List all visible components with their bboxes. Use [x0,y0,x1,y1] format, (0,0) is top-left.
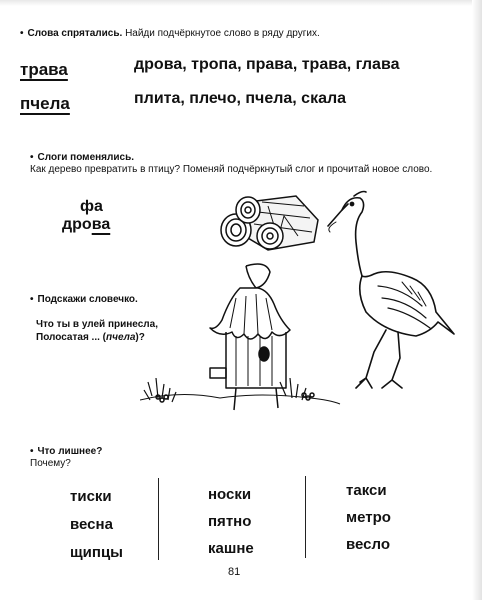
task1-word-2: пчела [20,94,70,113]
task1-heading [20,28,320,39]
task1-list-1: дрова, тропа, права, трава, глава [134,56,400,73]
logs-icon [218,192,326,254]
task4-heading [30,446,102,457]
word-col1-1: тиски [70,488,112,505]
task1-instruction: Найди подчёркнутое слово в ряду других. [125,28,320,39]
task3-title: Подскажи словечко. [37,294,138,305]
column-divider-2 [305,476,306,558]
word-col2-2: пятно [208,513,252,530]
column-divider-1 [158,478,159,560]
task1-list-2: плита, плечо, пчела, скала [134,90,347,107]
scan-edge-top [0,0,482,6]
task1-title: Слова спрятались. [27,28,123,39]
word-col2-1: носки [208,486,252,503]
task4-question: Почему? [30,458,71,469]
task3-heading [30,294,138,305]
task2-instruction: Как дерево превратить в птицу? Поменяй подчёркнутый слог и прочитай новое слово. [30,164,433,175]
word-prefix: дро [62,216,92,233]
task1-word-1: трава [20,60,68,79]
word-col1-2: весна [70,516,113,533]
task2-heading [30,152,134,163]
bullet: • [20,28,24,39]
word-col3-2: метро [346,509,391,526]
bullet: • [30,294,34,305]
task4-title: Что лишнее? [37,446,103,457]
scan-edge-right [472,0,482,600]
riddle-line-1: Что ты в улей принесла, [36,319,158,330]
task2-title: Слоги поменялись. [37,152,134,163]
page-number: 81 [228,566,241,578]
word-col1-3: щипцы [70,544,123,561]
word-drova [62,216,110,234]
word-col3-3: весло [346,536,391,553]
riddle-answer: пчела [106,332,136,343]
beehive-icon [140,258,350,416]
word-col3-1: такси [346,482,387,499]
bullet: • [30,152,34,163]
bullet: • [30,446,34,457]
riddle-line-2: Полосатая ... (пчела)? [36,332,145,343]
word-underlined-syllable: ва [91,216,111,233]
word-col2-3: кашне [208,540,254,557]
syllable-top: фа [80,198,103,215]
